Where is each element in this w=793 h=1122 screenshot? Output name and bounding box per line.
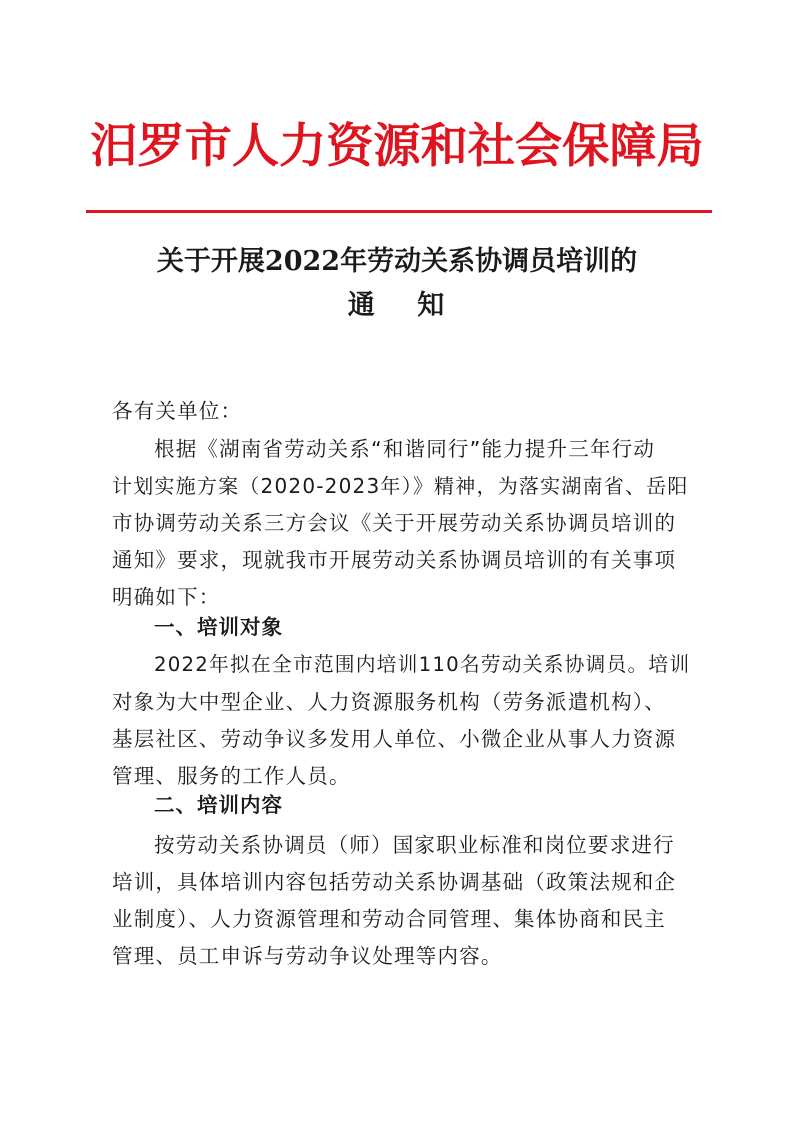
letterhead-red-rule [86, 210, 712, 213]
intro-line-1: 根据《湖南省劳动关系“和谐同行”能力提升三年行动 [154, 437, 656, 461]
intro-line-5: 明确如下： [112, 585, 221, 609]
intro-line-4: 通知》要求，现就我市开展劳动关系协调员培训的有关事项 [112, 548, 677, 572]
intro-line-2: 计划实施方案（2020-2023年）》精神，为落实湖南省、岳阳 [112, 474, 689, 498]
section-1-line-4: 管理、服务的工作人员。 [112, 764, 351, 788]
section-2-line-2: 培训，具体培训内容包括劳动关系协调基础（政策法规和企 [112, 870, 677, 894]
section-2-line-1: 按劳动关系协调员（师）国家职业标准和岗位要求进行 [154, 833, 675, 857]
section-2-heading: 二、培训内容 [154, 793, 283, 817]
section-2-line-4: 管理、员工申诉与劳动争议处理等内容。 [112, 944, 503, 968]
section-1-line-1: 2022年拟在全市范围内培训110名劳动关系协调员。培训 [154, 653, 691, 676]
document-title-line-2: 通 知 [347, 290, 447, 321]
letterhead-title: 汨罗市人力资源和社会保障局 [90, 119, 704, 174]
section-1-heading: 一、培训对象 [154, 615, 283, 639]
section-1-line-3: 基层社区、劳动争议多发用人单位、小微企业从事人力资源 [112, 727, 677, 751]
intro-line-3: 市协调劳动关系三方会议《关于开展劳动关系协调员培训的 [112, 511, 677, 535]
salutation: 各有关单位： [112, 399, 243, 423]
section-1-line-2: 对象为大中型企业、人力资源服务机构（劳务派遣机构）、 [112, 690, 666, 714]
document-title-line-1: 关于开展2022年劳动关系协调员培训的 [156, 246, 638, 277]
section-2-line-3: 业制度）、人力资源管理和劳动合同管理、集体协商和民主 [112, 907, 666, 931]
